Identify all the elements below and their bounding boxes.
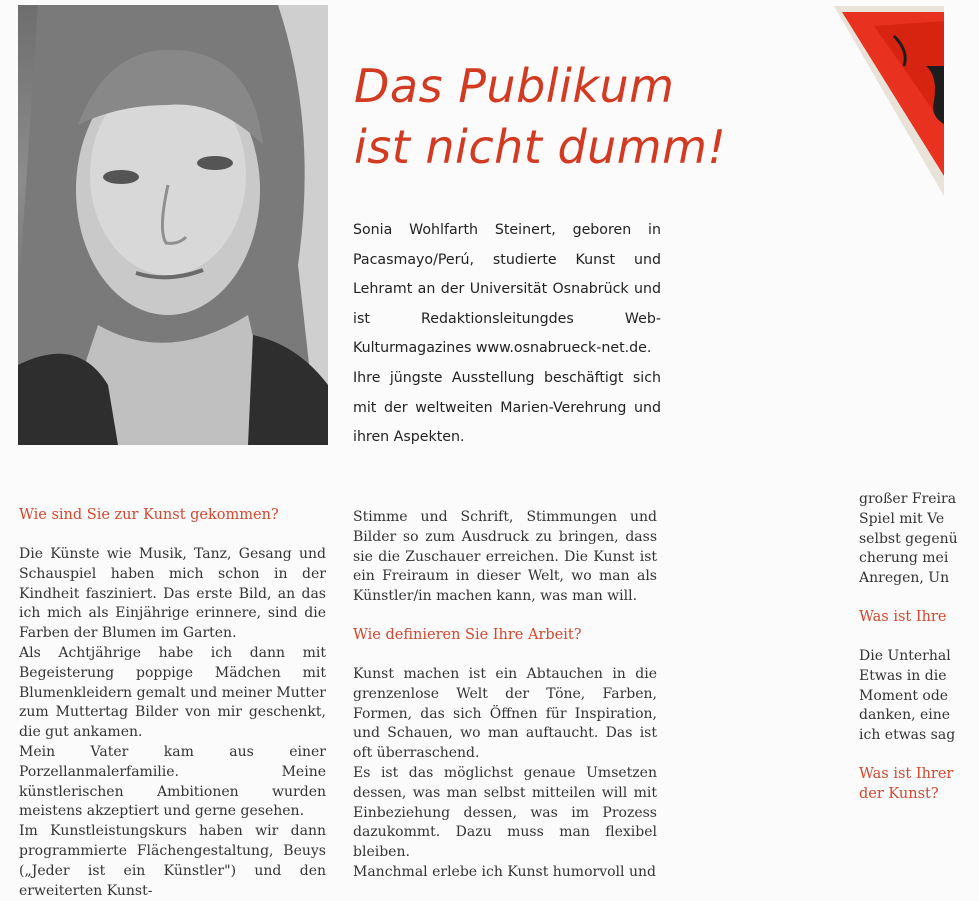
body-paragraph: Als Achtjährige habe ich dann mit Begeisterung poppige Mädchen mit Blumenkleidern gemalt und meiner Mutter zum Muttertag Bilder von mir geschenkt, die gut ankamen. xyxy=(19,644,326,741)
body-line: Spiel mit Ve xyxy=(859,510,945,527)
red-painting xyxy=(834,6,944,196)
body-line: ich etwas sag xyxy=(859,727,956,744)
question-heading: Wie definieren Sie Ihre Arbeit? xyxy=(353,626,582,643)
body-paragraph: Die Künste wie Musik, Tanz, Gesang und Schauspiel haben mich schon in der Kindheit fasziniert. Das erste Bild, an das ich mich als Einjährige erinnere, sind die Farben der Blumen im Garten. xyxy=(19,546,326,642)
question-heading: Was ist Ihre xyxy=(859,608,947,625)
question-heading: Was ist Ihrer xyxy=(859,765,954,782)
question-heading: Wie sind Sie zur Kunst gekommen? xyxy=(19,507,279,523)
text-column-3 xyxy=(859,490,979,804)
title-line-2: ist nicht dumm! xyxy=(354,120,727,174)
body-paragraph: Mein Vater kam aus einer Porzellanmalerfamilie. Meine künstlerischen Ambitionen wurden meistens akzeptiert und gerne gesehen. xyxy=(19,743,326,820)
body-line: Etwas in die xyxy=(859,667,947,684)
intro-paragraph: Sonia Wohlfarth Steinert, geboren in Pacasmayo/Perú, studierte Kunst und Lehramt an der Universität Osnabrück und ist Redaktionsleitungdes Web-Kulturmagazines www.osnabrueck-net.de. xyxy=(353,222,661,357)
title-line-1: Das Publikum xyxy=(354,59,675,113)
body-line: cherung mei xyxy=(859,550,949,567)
text-column-2 xyxy=(353,508,657,883)
body-line: Moment ode xyxy=(859,687,949,704)
text-column-1 xyxy=(19,505,326,901)
question-heading: der Kunst? xyxy=(859,785,939,802)
body-line: danken, eine xyxy=(859,707,951,724)
body-paragraph: Es ist das möglichst genaue Umsetzen dessen, was man selbst mitteilen will mit Einbeziehung dessen, was im Prozess dazukommt. Dazu muss man flexibel bleiben. xyxy=(353,764,657,861)
article-title xyxy=(354,56,734,178)
body-paragraph: Stimme und Schrift, Stimmungen und Bilder so zum Ausdruck zu bringen, dass sie die Zuschauer erreichen. Die Kunst ist ein Freiraum in dieser Welt, wo man als Künstler/in machen kann, was man will. xyxy=(353,509,657,605)
portrait-photo xyxy=(18,5,328,445)
body-line: Anregen, Un xyxy=(859,570,950,587)
body-line: selbst gegenü xyxy=(859,530,958,547)
body-line: Die Unterhal xyxy=(859,647,951,664)
body-line: großer Freira xyxy=(859,491,957,507)
article-intro xyxy=(353,216,661,453)
body-paragraph: Im Kunstleistungskurs haben wir dann programmierte Flächengestaltung, Beuys („Jeder ist ein Künstler") und den erweiterten Kunst- xyxy=(19,823,326,899)
body-paragraph: Kunst machen ist ein Abtauchen in die grenzenlose Welt der Töne, Farben, Formen, das sich Öffnen für Inspiration, und Schauen, wo man auftaucht. Das ist oft überraschend. xyxy=(353,665,657,762)
body-paragraph: Manchmal erlebe ich Kunst humorvoll und xyxy=(353,863,656,880)
intro-paragraph: Ihre jüngste Ausstellung beschäftigt sich mit der weltweiten Marien-Verehrung und ihren Aspekten. xyxy=(353,369,661,446)
